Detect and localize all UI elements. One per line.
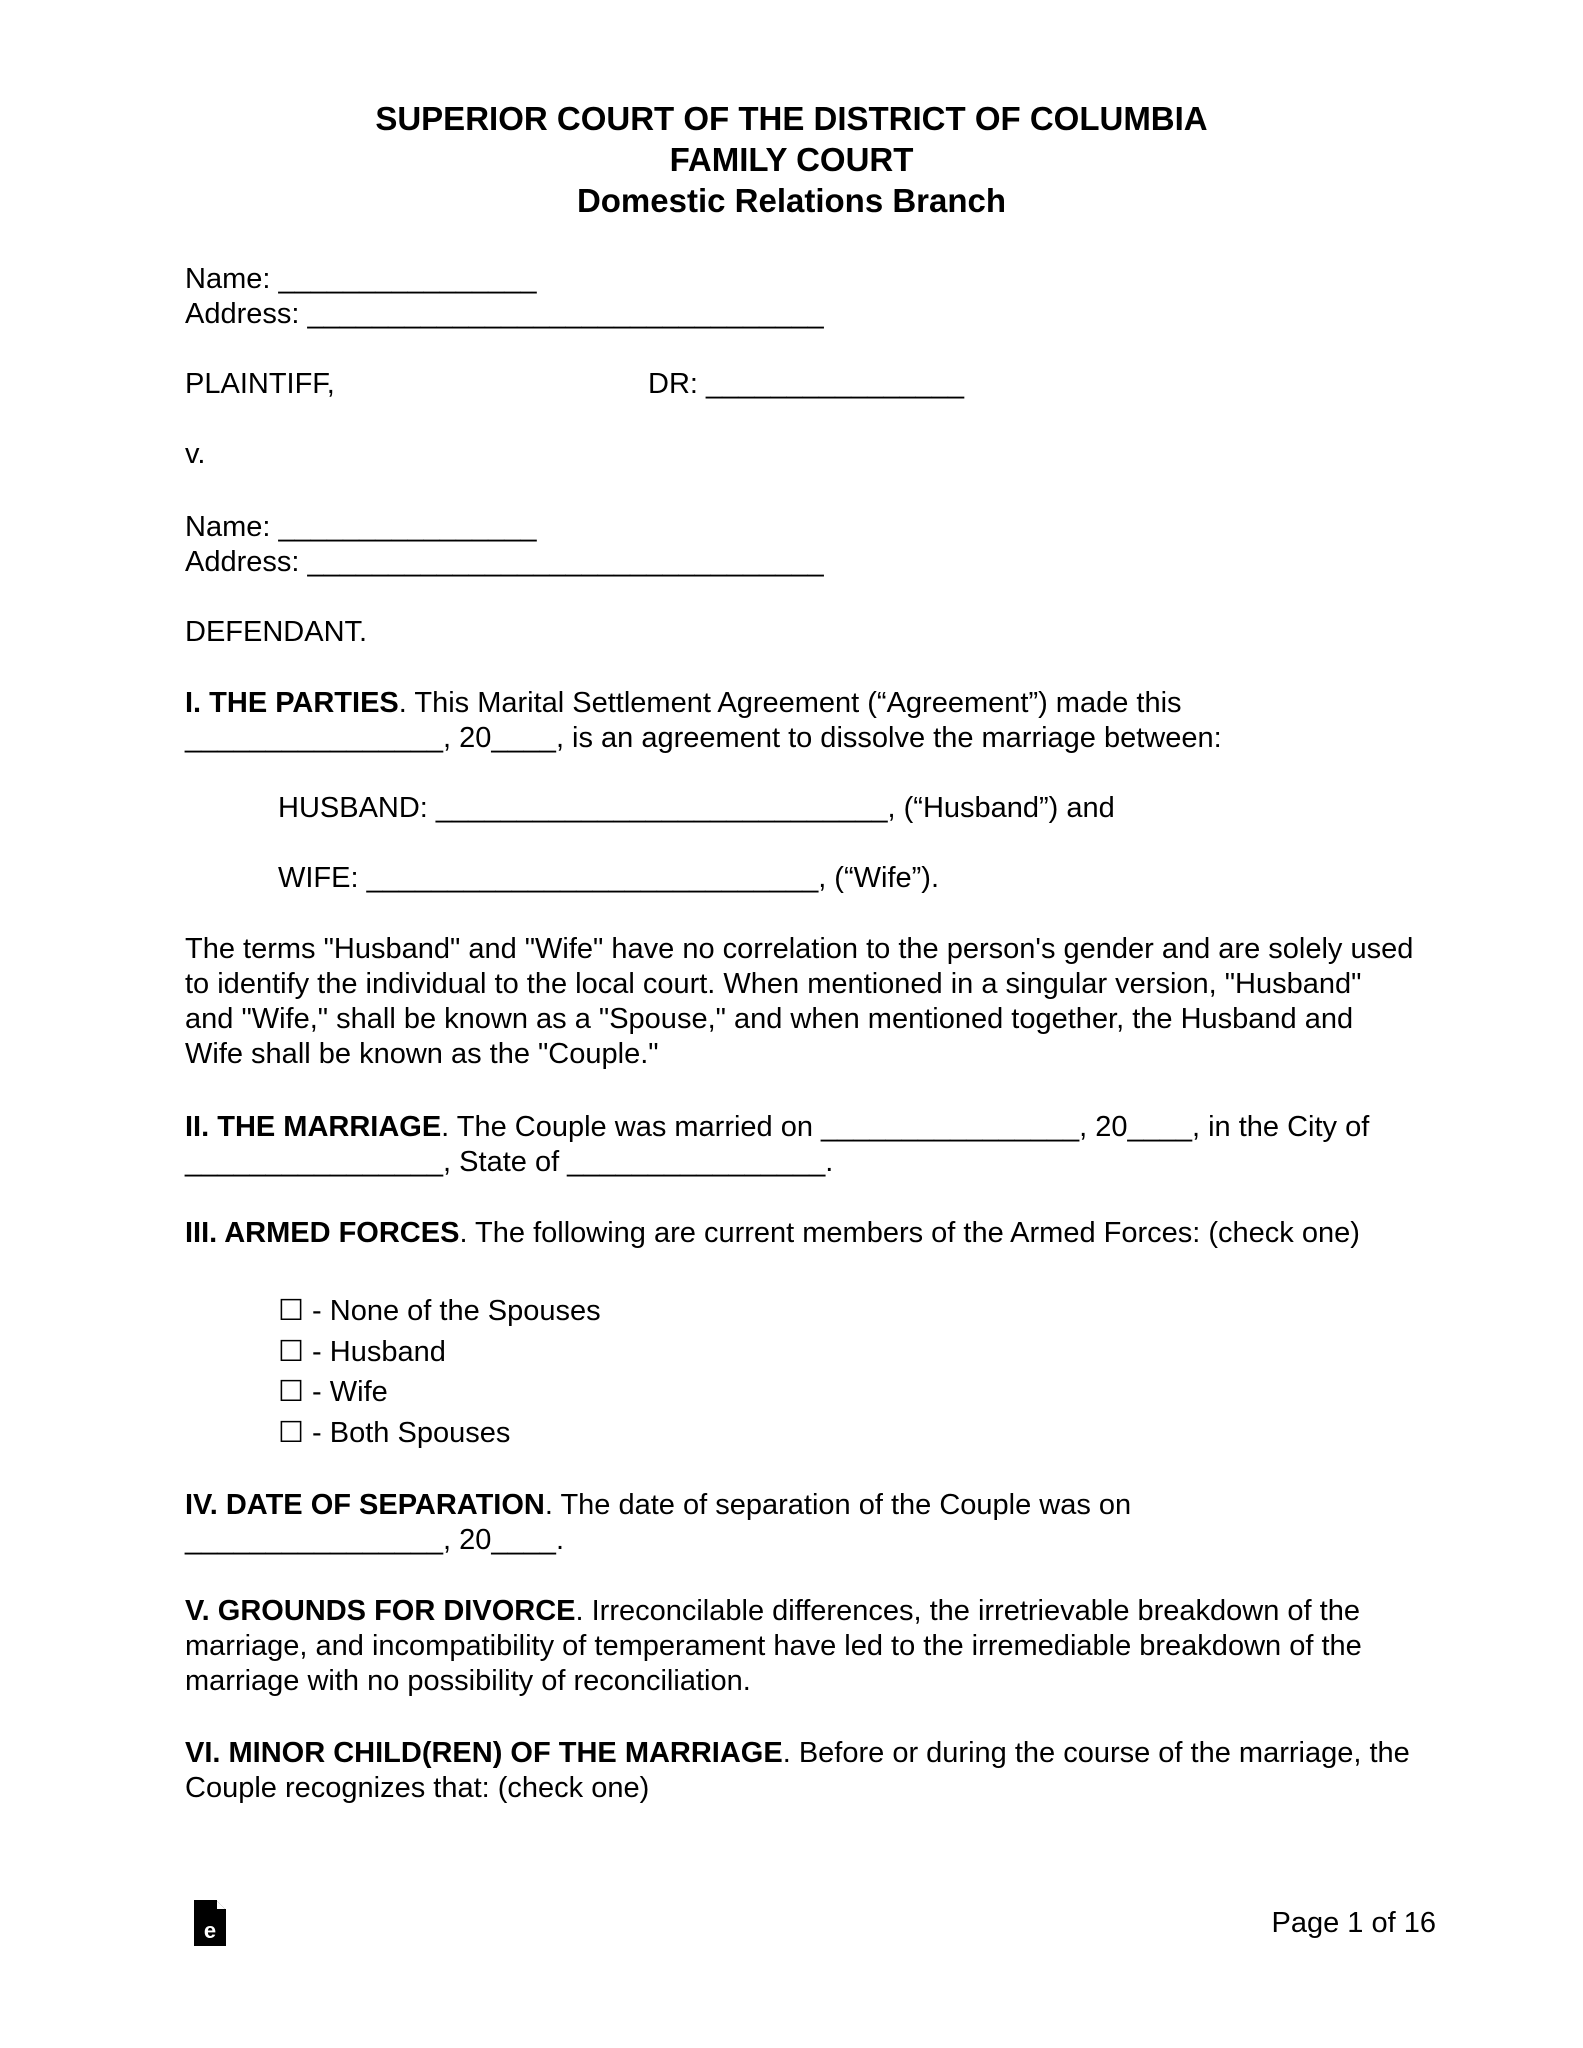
defendant-address-field: Address: ________________________________ [185, 546, 824, 578]
page-number: Page 1 of 16 [1271, 1907, 1436, 1939]
section-heading: VI. MINOR CHILD(REN) OF THE MARRIAGE [185, 1737, 783, 1769]
plaintiff-name-field: Name: ________________ [185, 263, 537, 295]
checkbox-husband[interactable]: ☐ - Husband [278, 1336, 446, 1368]
defendant-label: DEFENDANT. [185, 616, 368, 648]
checkbox-none-of-spouses[interactable]: ☐ - None of the Spouses [278, 1295, 601, 1327]
section-armed-forces: III. ARMED FORCES. The following are current members of the Armed Forces: (check one) [185, 1217, 1360, 1249]
section-marriage: II. THE MARRIAGE. The Couple was married on ________________, 20____, in the City of ________________, State of ________________. [185, 1111, 1370, 1178]
defendant-name-field: Name: ________________ [185, 511, 537, 543]
plaintiff-address-field: Address: ________________________________ [185, 298, 824, 330]
separation-date-field: ________________, 20____. [185, 1524, 564, 1556]
checkbox-wife[interactable]: ☐ - Wife [278, 1376, 388, 1408]
docket-number-field: DR: ________________ [648, 368, 965, 400]
plaintiff-label: PLAINTIFF, [185, 368, 335, 400]
section-heading: V. GROUNDS FOR DIVORCE [185, 1595, 576, 1627]
section-heading: I. THE PARTIES [185, 687, 399, 719]
section-minor-children: VI. MINOR CHILD(REN) OF THE MARRIAGE. Before or during the course of the marriage, the Couple recognizes that: (check one) [185, 1737, 1410, 1804]
wife-field: WIFE: ____________________________, (“Wife”). [278, 862, 939, 894]
husband-field: HUSBAND: ____________________________, (“Husband”) and [278, 792, 1115, 824]
court-name: SUPERIOR COURT OF THE DISTRICT OF COLUMBIA [375, 100, 1208, 137]
section-parties: I. THE PARTIES. This Marital Settlement Agreement (“Agreement”) made this [185, 687, 1182, 719]
section-heading: III. ARMED FORCES [185, 1217, 460, 1249]
eforms-logo-icon [192, 1898, 228, 1948]
agreement-date-field: ________________, 20____, is an agreement to dissolve the marriage between: [185, 722, 1222, 754]
section-heading: II. THE MARRIAGE [185, 1111, 442, 1143]
section-heading: IV. DATE OF SEPARATION [185, 1489, 545, 1521]
court-header [0, 98, 1583, 221]
versus-label: v. [185, 438, 206, 470]
terms-paragraph: The terms "Husband" and "Wife" have no correlation to the person's gender and are solely used to identify the individual to the local court. When mentioned in a singular version, "Husband" and "Wife," shall be known as a "Spouse," and when mentioned together, the Husband and Wife shall be known as the "Couple." [185, 933, 1414, 1070]
svg-text:e: e [203, 1918, 217, 1943]
section-grounds: V. GROUNDS FOR DIVORCE. Irreconcilable differences, the irretrievable breakdown of the marriage, and incompatibility of temperament have led to the irremediable breakdown of the marriage with no possibility of reconciliation. [185, 1595, 1362, 1697]
court-branch: Domestic Relations Branch [576, 182, 1007, 219]
section-separation: IV. DATE OF SEPARATION. The date of separation of the Couple was on [185, 1489, 1132, 1521]
court-division: FAMILY COURT [669, 141, 914, 178]
checkbox-both-spouses[interactable]: ☐ - Both Spouses [278, 1417, 511, 1449]
